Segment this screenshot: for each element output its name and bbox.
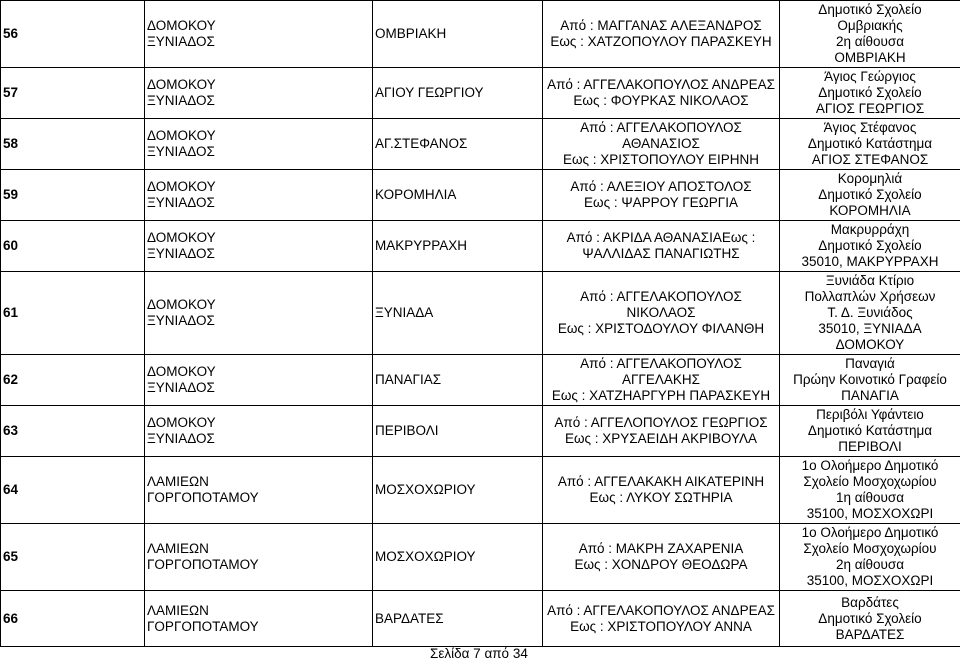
voter-range-cell-line: Εως : ΧΡΥΣΑΕΙΔΗ ΑΚΡΙΒΟΥΛΑ bbox=[564, 431, 758, 446]
voter-range-cell-line: Από : ΑΓΓΕΛΑΚΟΠΟΥΛΟΣ bbox=[580, 356, 742, 371]
locality-cell: ΜΑΚΡΥΡΡΑΧΗ bbox=[373, 221, 543, 272]
voter-range-cell bbox=[543, 1, 780, 68]
municipality-cell bbox=[145, 524, 373, 591]
municipality-cell bbox=[145, 1, 373, 68]
venue-cell-line: Ομβριακής bbox=[837, 18, 903, 33]
municipality-cell-line: ΞΥΝΙΑΔΟΣ bbox=[147, 380, 215, 395]
venue-cell-line: 35100, ΜΟΣΧΟΧΩΡΙ bbox=[806, 506, 934, 521]
locality-cell: ΠΑΝΑΓΙΑΣ bbox=[373, 355, 543, 406]
venue-cell bbox=[780, 524, 960, 591]
municipality-cell-line: ΔΟΜΟΚΟΥ bbox=[147, 128, 216, 143]
voter-range-cell bbox=[543, 524, 780, 591]
voter-range-cell-line: Από : ΑΛΕΞΙΟΥ ΑΠΟΣΤΟΛΟΣ bbox=[570, 179, 752, 194]
municipality-cell-line: ΛΑΜΙΕΩΝ bbox=[147, 541, 209, 556]
voter-range-cell-line: Από : ΜΑΓΓΑΝΑΣ ΑΛΕΞΑΝΔΡΟΣ bbox=[560, 18, 762, 33]
voter-range-cell-line: ΑΓΓΕΛΑΚΗΣ bbox=[621, 372, 700, 387]
venue-cell-line: Δημοτικό Κατάστημα bbox=[807, 136, 933, 151]
venue-cell-line: Παναγιά bbox=[845, 356, 895, 371]
venue-cell-line: Δημοτικό Σχολείο bbox=[818, 187, 922, 202]
locality-cell: ΑΓ.ΣΤΕΦΑΝΟΣ bbox=[373, 119, 543, 170]
voter-range-cell bbox=[543, 355, 780, 406]
table-row bbox=[1, 406, 960, 457]
venue-cell-line: Ξυνιάδα Κτίριο bbox=[825, 273, 915, 288]
venue-cell-line: ΔΟΜΟΚΟΥ bbox=[835, 337, 905, 352]
row-number: 66 bbox=[1, 591, 145, 647]
table-row bbox=[1, 272, 960, 355]
municipality-cell-line: ΞΥΝΙΑΔΟΣ bbox=[147, 34, 215, 49]
venue-cell bbox=[780, 591, 960, 647]
venue-cell bbox=[780, 355, 960, 406]
venue-cell-line: ΑΓΙΟΣ ΣΤΕΦΑΝΟΣ bbox=[811, 152, 929, 167]
municipality-cell bbox=[145, 591, 373, 647]
municipality-cell-line: ΔΟΜΟΚΟΥ bbox=[147, 77, 216, 92]
venue-cell-line: 35010, ΜΑΚΡΥΡΡΑΧΗ bbox=[801, 254, 939, 269]
table-row bbox=[1, 119, 960, 170]
row-number: 65 bbox=[1, 524, 145, 591]
locality-cell: ΜΟΣΧΟΧΩΡΙΟΥ bbox=[373, 457, 543, 524]
venue-cell-line: ΒΑΡΔΑΤΕΣ bbox=[835, 626, 905, 642]
row-number: 59 bbox=[1, 170, 145, 221]
voter-range-cell-line: Εως : ΧΟΝΔΡΟΥ ΘΕΟΔΩΡΑ bbox=[574, 557, 748, 572]
venue-cell-line: 35100, ΜΟΣΧΟΧΩΡΙ bbox=[806, 573, 934, 588]
row-number: 63 bbox=[1, 406, 145, 457]
venue-cell-line: 1η αίθουσα bbox=[835, 490, 905, 505]
voter-range-cell-line: Από : ΑΓΓΕΛΑΚΟΠΟΥΛΟΣ bbox=[580, 120, 742, 135]
municipality-cell-line: ΞΥΝΙΑΔΟΣ bbox=[147, 195, 215, 210]
venue-cell-line: 1ο Ολοήμερο Δημοτικό bbox=[801, 525, 939, 540]
voter-range-cell-line: Εως : ΧΡΙΣΤΟΔΟΥΛΟΥ ΦΙΛΑΝΘΗ bbox=[557, 321, 765, 336]
municipality-cell-line: ΔΟΜΟΚΟΥ bbox=[147, 230, 216, 245]
voter-range-cell-line: Από : ΑΓΓΕΛΑΚΟΠΟΥΛΟΣ ΑΝΔΡΕΑΣ bbox=[547, 77, 775, 92]
voter-range-cell bbox=[543, 170, 780, 221]
venue-cell-line: Βαρδάτες bbox=[841, 594, 899, 610]
locality-cell: ΒΑΡΔΑΤΕΣ bbox=[373, 591, 543, 647]
municipality-cell bbox=[145, 221, 373, 272]
municipality-cell-line: ΔΟΜΟΚΟΥ bbox=[147, 415, 216, 430]
municipality-cell-line: ΛΑΜΙΕΩΝ bbox=[147, 474, 209, 489]
municipality-cell-line: ΔΟΜΟΚΟΥ bbox=[147, 179, 216, 194]
table-row bbox=[1, 524, 960, 591]
municipality-cell bbox=[145, 68, 373, 119]
voter-range-cell bbox=[543, 221, 780, 272]
venue-cell-line: 1ο Ολοήμερο Δημοτικό bbox=[801, 458, 939, 473]
venue-cell bbox=[780, 170, 960, 221]
venue-cell-line: Περιβόλι Υφάντειο bbox=[816, 407, 924, 422]
municipality-cell-line: ΓΟΡΓΟΠΟΤΑΜΟΥ bbox=[147, 490, 259, 505]
voter-range-cell-line: ΑΘΑΝΑΣΙΟΣ bbox=[622, 136, 700, 151]
venue-cell-line: Δημοτικό Κατάστημα bbox=[807, 423, 933, 438]
voter-range-cell-line: Εως : ΦΟΥΡΚΑΣ ΝΙΚΟΛΑΟΣ bbox=[573, 93, 749, 108]
municipality-cell bbox=[145, 170, 373, 221]
municipality-cell-line: ΞΥΝΙΑΔΟΣ bbox=[147, 144, 215, 159]
table-row bbox=[1, 1, 960, 68]
municipality-cell-line: ΓΟΡΓΟΠΟΤΑΜΟΥ bbox=[147, 618, 259, 634]
voter-range-cell-line: Εως : ΧΡΙΣΤΟΠΟΥΛΟΥ ΕΙΡΗΝΗ bbox=[562, 152, 760, 167]
municipality-cell bbox=[145, 119, 373, 170]
venue-cell bbox=[780, 457, 960, 524]
voter-range-cell-line: ΝΙΚΟΛΑΟΣ bbox=[626, 305, 696, 320]
municipality-cell-line: ΞΥΝΙΑΔΟΣ bbox=[147, 93, 215, 108]
table-body bbox=[1, 1, 960, 647]
row-number: 56 bbox=[1, 1, 145, 68]
locality-cell: ΜΟΣΧΟΧΩΡΙΟΥ bbox=[373, 524, 543, 591]
municipality-cell-line: ΞΥΝΙΑΔΟΣ bbox=[147, 246, 215, 261]
venue-cell bbox=[780, 272, 960, 355]
municipality-cell-line: ΞΥΝΙΑΔΟΣ bbox=[147, 313, 215, 328]
voter-range-cell bbox=[543, 68, 780, 119]
venue-cell-line: ΠΕΡΙΒΟΛΙ bbox=[838, 439, 902, 454]
voter-range-cell-line: Εως : ΧΑΤΖΟΠΟΥΛΟΥ ΠΑΡΑΣΚΕΥΗ bbox=[550, 34, 772, 49]
voter-range-cell bbox=[543, 119, 780, 170]
row-number: 60 bbox=[1, 221, 145, 272]
table-row bbox=[1, 457, 960, 524]
venue-cell-line: Δημοτικό Σχολείο bbox=[818, 2, 922, 17]
voter-range-cell-line: Εως : ΛΥΚΟΥ ΣΩΤΗΡΙΑ bbox=[589, 490, 733, 505]
venue-cell-line: 2η αίθουσα bbox=[835, 557, 905, 572]
page-footer: Σελίδα 7 από 34 bbox=[430, 646, 528, 661]
locality-cell: ΟΜΒΡΙΑΚΗ bbox=[373, 1, 543, 68]
row-number: 58 bbox=[1, 119, 145, 170]
municipality-cell-line: ΔΟΜΟΚΟΥ bbox=[147, 297, 216, 312]
municipality-cell-line: ΞΥΝΙΑΔΟΣ bbox=[147, 431, 215, 446]
voter-range-cell-line: Εως : ΧΑΤΖΗΑΡΓΥΡΗ ΠΑΡΑΣΚΕΥΗ bbox=[551, 388, 771, 403]
municipality-cell-line: ΛΑΜΙΕΩΝ bbox=[147, 602, 209, 618]
municipality-cell-line: ΔΟΜΟΚΟΥ bbox=[147, 364, 216, 379]
venue-cell-line: Κορομηλιά bbox=[837, 171, 903, 186]
venue-cell-line: Πρώην Κοινοτικό Γραφείο bbox=[793, 372, 947, 387]
venue-cell bbox=[780, 119, 960, 170]
venue-cell-line: Σχολείο Μοσχοχωρίου bbox=[803, 541, 937, 556]
venue-cell-line: Μακρυρράχη bbox=[830, 222, 910, 237]
voter-range-cell bbox=[543, 591, 780, 647]
voter-range-cell bbox=[543, 457, 780, 524]
voter-range-cell bbox=[543, 406, 780, 457]
venue-cell-line: 2η αίθουσα bbox=[835, 34, 905, 49]
venue-cell bbox=[780, 221, 960, 272]
venue-cell-line: Τ. Δ. Ξυνιάδος bbox=[827, 305, 913, 320]
voter-range-cell-line: Από : ΑΓΓΕΛΟΠΟΥΛΟΣ ΓΕΩΡΓΙΟΣ bbox=[554, 415, 768, 430]
venue-cell-line: Δημοτικό Σχολείο bbox=[818, 85, 922, 100]
table-row bbox=[1, 221, 960, 272]
voter-range-cell-line: Από : ΑΓΓΕΛΑΚΑΚΗ ΑΙΚΑΤΕΡΙΝΗ bbox=[557, 474, 765, 489]
locality-cell: ΠΕΡΙΒΟΛΙ bbox=[373, 406, 543, 457]
voter-range-cell-line: Από : ΜΑΚΡΗ ΖΑΧΑΡΕΝΙΑ bbox=[578, 541, 744, 556]
municipality-cell bbox=[145, 272, 373, 355]
table-row bbox=[1, 355, 960, 406]
venue-cell-line: Σχολείο Μοσχοχωρίου bbox=[803, 474, 937, 489]
venue-cell bbox=[780, 68, 960, 119]
locality-cell: ΚΟΡΟΜΗΛΙΑ bbox=[373, 170, 543, 221]
municipality-cell-line: ΓΟΡΓΟΠΟΤΑΜΟΥ bbox=[147, 557, 259, 572]
row-number: 62 bbox=[1, 355, 145, 406]
voter-range-cell-line: Από : ΑΓΓΕΛΑΚΟΠΟΥΛΟΣ ΑΝΔΡΕΑΣ bbox=[547, 602, 775, 618]
municipality-cell bbox=[145, 355, 373, 406]
venue-cell bbox=[780, 1, 960, 68]
locality-cell: ΑΓΙΟΥ ΓΕΩΡΓΙΟΥ bbox=[373, 68, 543, 119]
municipality-cell bbox=[145, 457, 373, 524]
venue-cell bbox=[780, 406, 960, 457]
voter-range-cell-line: Από : ΑΚΡΙΔΑ ΑΘΑΝΑΣΙΑΕως : bbox=[566, 230, 756, 245]
venue-cell-line: ΟΜΒΡΙΑΚΗ bbox=[834, 50, 906, 65]
table-row bbox=[1, 591, 960, 647]
venue-cell-line: Άγιος Γεώργιος bbox=[824, 69, 916, 84]
venue-cell-line: 35010, ΞΥΝΙΑΔΑ bbox=[818, 321, 922, 336]
venue-cell-line: ΚΟΡΟΜΗΛΙΑ bbox=[829, 203, 911, 218]
municipality-cell bbox=[145, 406, 373, 457]
municipality-cell-line: ΔΟΜΟΚΟΥ bbox=[147, 18, 216, 33]
venue-cell-line: Δημοτικό Σχολείο bbox=[818, 610, 922, 626]
voter-range-cell bbox=[543, 272, 780, 355]
row-number: 64 bbox=[1, 457, 145, 524]
venue-cell-line: ΑΓΙΟΣ ΓΕΩΡΓΙΟΣ bbox=[815, 101, 925, 116]
table-row bbox=[1, 68, 960, 119]
voter-range-cell-line: ΨΑΛΛΙΔΑΣ ΠΑΝΑΓΙΩΤΗΣ bbox=[582, 246, 740, 261]
table-row bbox=[1, 170, 960, 221]
locality-cell: ΞΥΝΙΑΔΑ bbox=[373, 272, 543, 355]
voter-range-cell-line: Εως : ΧΡΙΣΤΟΠΟΥΛΟΥ ΑΝΝΑ bbox=[570, 618, 752, 634]
venue-cell-line: Πολλαπλών Χρήσεων bbox=[804, 289, 936, 304]
row-number: 61 bbox=[1, 272, 145, 355]
voter-range-cell-line: Εως : ΨΑΡΡΟΥ ΓΕΩΡΓΙΑ bbox=[584, 195, 738, 210]
venue-cell-line: ΠΑΝΑΓΙΑ bbox=[841, 388, 899, 403]
row-number: 57 bbox=[1, 68, 145, 119]
venue-cell-line: Άγιος Στέφανος bbox=[823, 120, 917, 135]
voter-range-cell-line: Από : ΑΓΓΕΛΑΚΟΠΟΥΛΟΣ bbox=[580, 289, 742, 304]
venue-cell-line: Δημοτικό Σχολείο bbox=[818, 238, 922, 253]
